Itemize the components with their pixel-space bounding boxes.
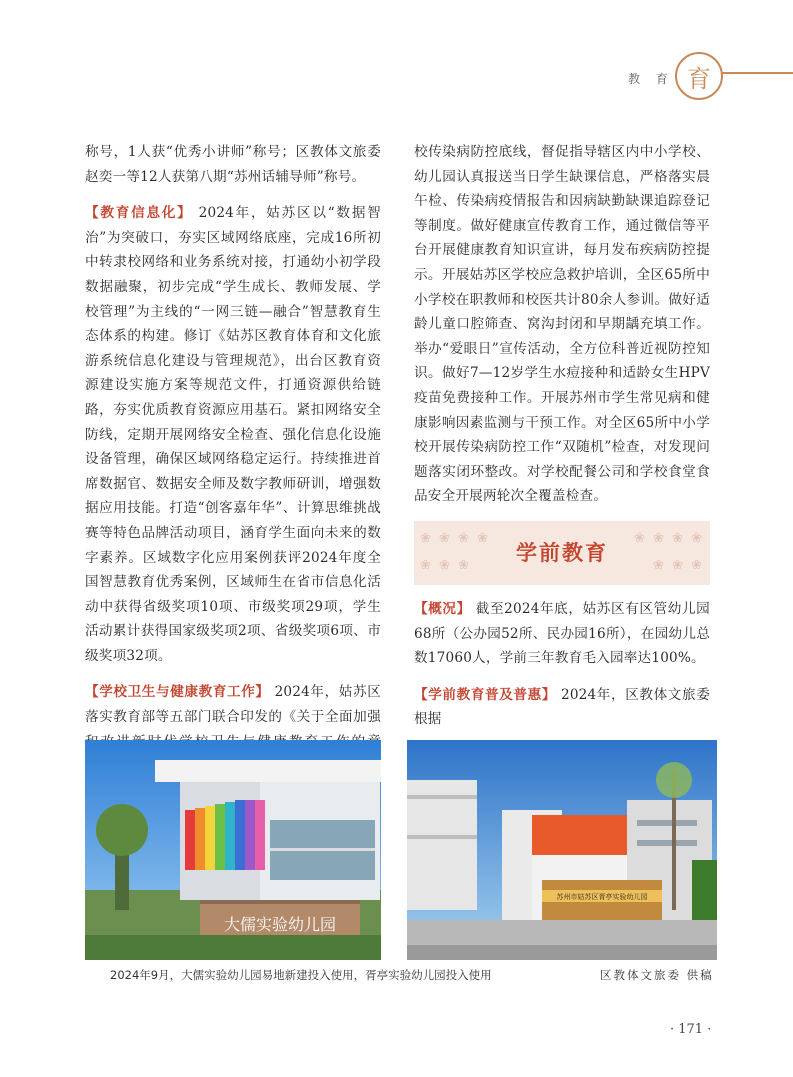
paragraph-tag: 【学前教育普及普惠】 (414, 686, 557, 703)
seal-glyph: 育 (687, 64, 711, 93)
section-label: 教 育 (628, 72, 674, 86)
ornament-icon: ❀ ❀ ❀ ❀ (634, 530, 704, 546)
photo-sign-text: 大儒实验幼儿园 (223, 915, 337, 934)
left-paragraph-1: 称号，1人获“优秀小讲师”称号；区教体文旅委赵奕一等12人获第八期“苏州话辅导师”称号。 (85, 144, 381, 185)
photo-dairu-illustration (85, 740, 381, 960)
right-paragraph-3 (414, 683, 710, 732)
photo-dairu-kindergarten (85, 740, 381, 960)
paragraph-text: 2024年，姑苏区落实教育部等五部门联合印发的《关于全面加强 (85, 684, 381, 726)
photo-credit: 区教体文旅委 供稿 (600, 968, 714, 982)
section-banner (414, 521, 710, 585)
page-number: · 171 · (670, 1022, 712, 1037)
header-divider (722, 72, 793, 74)
left-paragraph-2 (85, 201, 381, 668)
ornament-icon: ❀ ❀ ❀ ❀ (420, 530, 490, 546)
ornament-icon: ❀ ❀ ❀ (420, 558, 471, 574)
section-seal-icon (675, 52, 723, 100)
paragraph-text: 2024年，姑苏区以“数据智治”为突破口，夯实区域网络底座，完成16所初中转隶校网络和业务系统对接，打通幼小初学段数据融聚，初步完成“学生成长、教师发展、学校管理”为主线的“一网三链—融合”智慧教育生态体系的构建。修订《姑苏区教育体育和文化旅游系统信息化建设与管理规范》，出台区教育资源建设实施方案等规范文件，打通资源供给链路，夯实优质教育资源应用基石。紧扣网络安全防线，定期开展网络安全检查、强化信息化设施设备管理，确保区域网络稳定运行。持续推进首席数据官、数据安全师及数字教师研训，增强数据应用技能。打造“创客嘉年华”、计算思维挑战赛等特色品牌活动项目，涵育学生面向未来的数字素养。区域数字化应用案例获评2024年度全国智慧教育优秀案例，区域师生在省市信息化活动中获得省级奖项10项、市级奖项29项，学生活动累计获得国家级奖项2项、省级奖项6项、市级奖项32项。 (85, 205, 381, 664)
paragraph-text: 2024年，区教体文旅委根据 (414, 686, 711, 728)
photo-xuting-kindergarten (407, 740, 717, 960)
paragraph-text: 截至2024年底，姑苏区有区管幼儿园68所（公办园52所、民办园16所），在园幼儿总数17060人，学前三年教育毛入园率达100%。 (414, 600, 710, 667)
right-paragraph-1: 校传染病防控底线，督促指导辖区内中小学校、幼儿园认真报送当日学生缺课信息，严格落实晨午检、传染病疫情报告和因病缺勤缺课追踪登记等制度。做好健康宣传教育工作，通过微信等平台开展健康教育知识宣讲，每月发布疾病防控提示。开展姑苏区学校应急救护培训，全区65所中小学校在职教师和校医共计80余人参训。做好适龄儿童口腔筛查、窝沟封闭和早期龋充填工作。举办“爱眼日”宣传活动，全方位科普近视防控知识。做好7—12岁学生水痘接种和适龄女生HPV疫苗免费接种工作。开展苏州市学生常见病和健康影响因素监测与干预工作。对全区65所中小学校开展传染病防控工作“双随机”检查，对发现问题落实闭环整改。对学校配餐公司和学校食堂食品安全开展两轮次全覆盖检查。 (414, 144, 710, 505)
section-title: 学前教育 (516, 540, 608, 565)
paragraph-tag: 【学校卫生与健康教育工作】 (85, 684, 270, 701)
right-paragraph-2 (414, 597, 710, 671)
paragraph-tag: 【概况】 (414, 600, 471, 617)
paragraph-tag: 【教育信息化】 (85, 205, 193, 222)
photo-sign-text: 苏州市姑苏区胥亭实验幼儿园 (556, 893, 648, 901)
photo-xuting-illustration (407, 740, 717, 960)
ornament-icon: ❀ ❀ ❀ (653, 558, 704, 574)
photo-caption: 2024年9月，大儒实验幼儿园易地新建投入使用，胥亭实验幼儿园投入使用 (110, 968, 492, 982)
left-column (85, 140, 381, 779)
right-column (414, 140, 710, 732)
